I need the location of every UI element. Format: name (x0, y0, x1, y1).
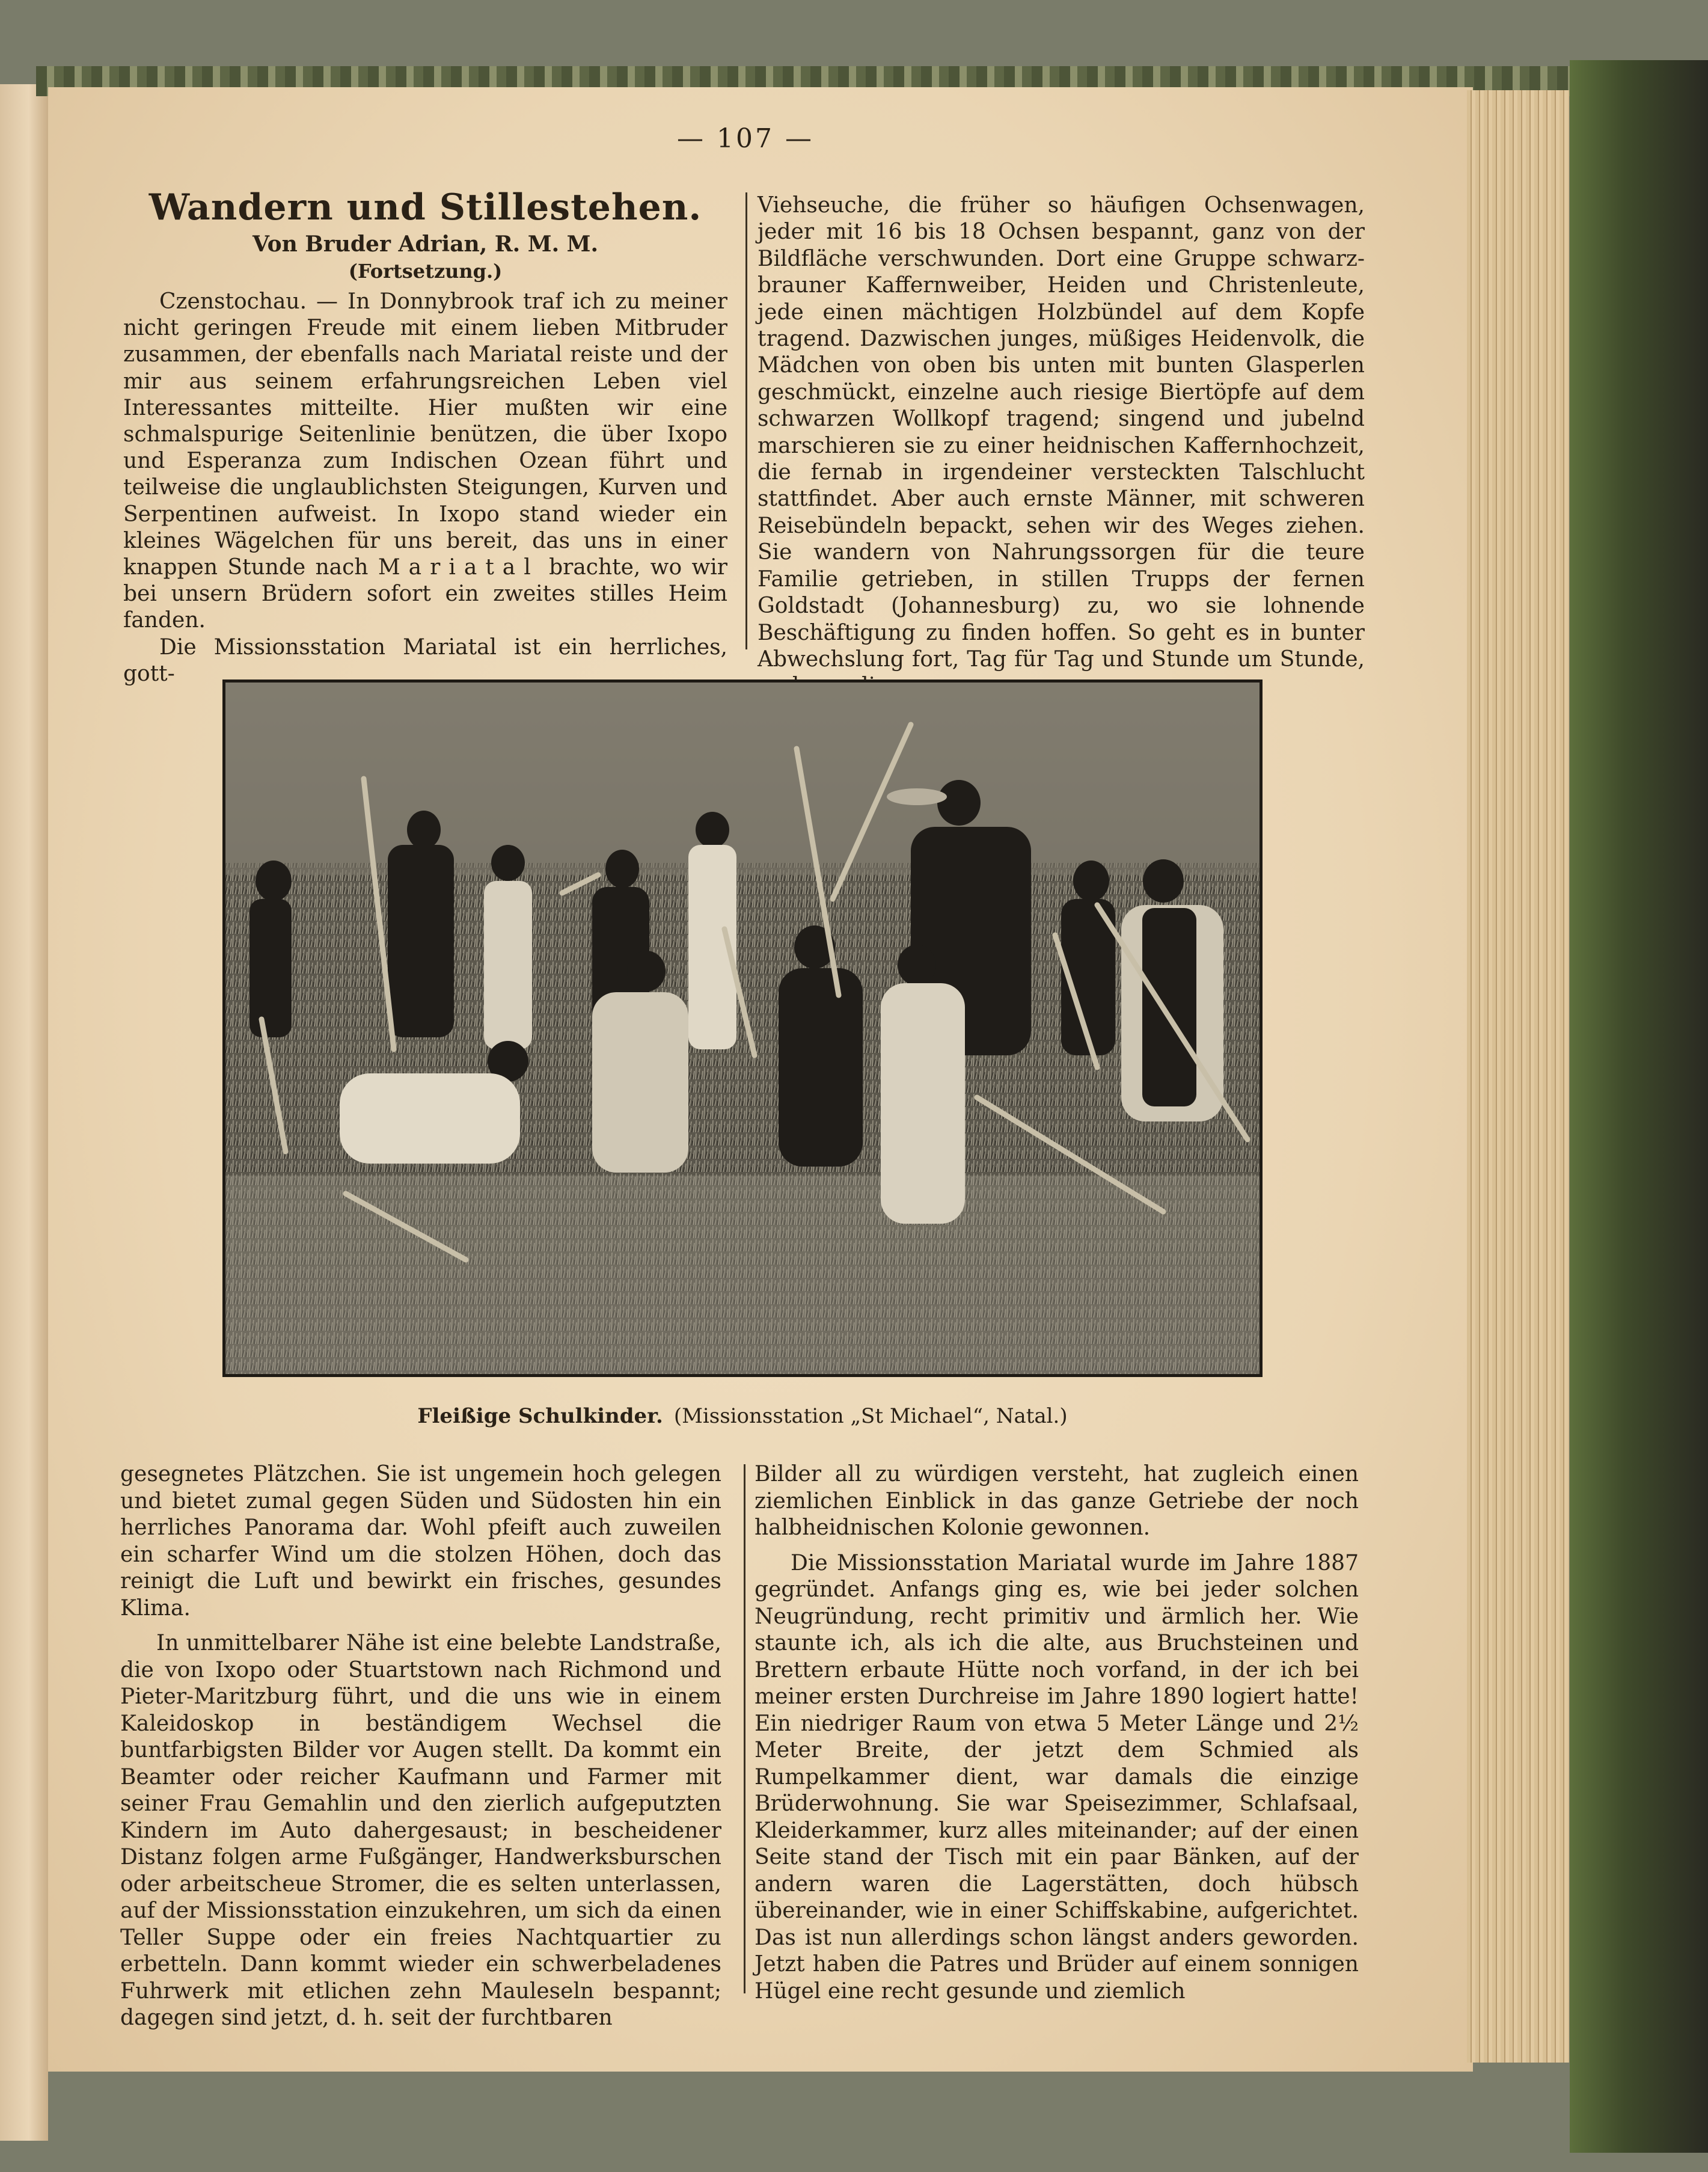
caption-title: Fleißige Schulkinder. (417, 1404, 663, 1428)
lower-left-paragraph-2: In unmittelbarer Nähe ist eine belebte Landstraße, die von Ixopo oder Stuartstown nach Richmond und Pieter-Maritzburg führt, und die uns wie in einem Kaleidoskop in beständigem Wechsel die buntfarbigsten Bilder vor Augen stellt. Da kommt ein Beamter oder reicher Kaufmann und Farmer mit seiner Frau Gemahlin und den zierlich aufgeputzten Kindern im Auto dahergesaust; in bescheidener Distanz folgen arme Fußgänger, Handwerksburschen oder arbeitscheue Stromer, die es selten unterlassen, auf der Missionsstation einzukehren, um sich da einen Teller Suppe oder ein freies Nachtquartier zu erbetteln. Dann kommt wieder ein schwerbeladenes Fuhrwerk mit etlichen zehn Mauleseln bespannt; dagegen sind jetzt, d. h. seit der furchtbaren (120, 1631, 721, 2030)
upper-right-column (758, 192, 1365, 700)
photograph (222, 680, 1263, 1377)
page-edges (1467, 90, 1569, 2063)
upper-right-paragraph: Viehseuche, die früher so häufigen Ochsenwagen, jeder mit 16 bis 18 Ochsen bespannt, ganz von der Bildfläche verschwunden. Dort eine Gruppe schwarz-brauner Kaffernweiber, Heiden und Christenleute, jede einen mächtigen Holzbündel auf dem Kopfe tragend. Dazwischen junges, müßiges Heidenvolk, die Mädchen von oben bis unten mit bunten Glasperlen geschmückt, einzelne auch riesige Biertöpfe auf dem schwarzen Wollkopf tragend; singend und jubelnd marschieren sie zu einer heidnischen Kaffernhochzeit, die fernab in irgendeiner versteckten Talschlucht stattfindet. Aber auch ernste Männer, mit schweren Reisebündeln bepackt, sehen wir des Weges ziehen. Sie wandern von Nahrungssorgen für die teure Familie getrieben, in stillen Trupps der fernen Goldstadt (Johannesburg) zu, wo sie lohnende Beschäftigung zu finden hoffen. So geht es in bunter Abwechslung fort, Tag für Tag und Stunde um Stunde, (758, 193, 1365, 672)
lower-column-rule (744, 1464, 745, 1993)
photo-school-children-hoeing (225, 683, 1260, 1374)
book-cover-edge (1570, 60, 1708, 2153)
upper-left-paragraph-2: Die Missionsstation Mariatal ist ein herrliches, gott- (123, 634, 727, 686)
caption-location: (Missionsstation „St Michael“, Natal.) (673, 1404, 1068, 1428)
lower-left-paragraph-1: gesegnetes Plätzchen. Sie ist ungemein hoch gelegen und bietet zumal gegen Süden und Südosten hin ein herrliches Panorama dar. Wohl pfeift auch zuweilen ein scharfer Wind um die stolzen Höhen, doch das reinigt die Luft und bewirkt ein frisches, gesundes Klima. (120, 1462, 721, 1621)
spaced-place-name: Mariatal (378, 555, 539, 580)
lower-right-paragraph-2: Die Missionsstation Mariatal wurde im Jahre 1887 gegründet. Anfangs ging es, wie bei jeder solchen Neugründung, recht primitiv und ärmlich her. Wie staunte ich, als ich die alte, aus Bruchsteinen und Brettern erbaute Hütte noch vorfand, in der ich bei meiner ersten Durchreise im Jahre 1890 logiert hatte! Ein niedriger Raum von etwa 5 Meter Länge und 2½ Meter Breite, der jetzt dem Schmied als Rumpelkammer dient, war damals die einzige Brüderwohnung. Sie war Speisezimmer, Schlafsaal, Kleiderkammer, kurz alles miteinander; auf der einen Seite stand der Tisch mit ein paar Bänken, auf der andern waren die Lagerstätten, doch hübsch übereinander, wie in einer Schiffskabine, aufgerichtet. Das ist nun allerdings schon längst anders geworden. Jetzt haben die Patres und Brüder auf einem sonnigen Hügel eine recht gesunde und ziemlich (755, 1550, 1359, 2004)
upper-column-rule (745, 192, 747, 649)
article-title: Wandern und Stillestehen. (148, 186, 702, 229)
page-number: — 107 — (677, 123, 814, 154)
lower-left-column (120, 1461, 721, 2032)
upper-left-paragraph-1: Czenstochau. — In Donnybrook traf ich zu meiner nicht geringen Freude mit einem lieben Mitbruder zusammen, der ebenfalls nach Mariatal reiste und der mir aus seinem erfahrungsreichen Leben viel Interessantes mitteilte. Hier mußten wir eine schmalspurige Seitenlinie benützen, die über Ixopo und Esperanza zum Indischen Ozean führt und teilweise die unglaublichsten Steigungen, Kurven und Serpentinen aufweist. In Ixopo stand wieder ein kleines Wägelchen für uns bereit, das uns in einer knappen Stunde nach Mariatal brachte, wo wir bei unsern Brüdern sofort ein zweites stilles Heim fanden. (123, 289, 727, 633)
lower-right-paragraph-1: Bilder all zu würdigen versteht, hat zugleich einen ziemlichen Einblick in das ganze Getriebe der noch halbheidnischen Kolonie gewonnen. (755, 1462, 1359, 1540)
upper-left-column (123, 289, 727, 687)
left-page-edge (0, 84, 48, 2141)
continuation-note: (Fortsetzung.) (348, 260, 503, 283)
lower-right-column (755, 1461, 1359, 2005)
article-byline: Von Bruder Adrian, R. M. M. (252, 232, 599, 257)
photo-caption (222, 1404, 1263, 1428)
